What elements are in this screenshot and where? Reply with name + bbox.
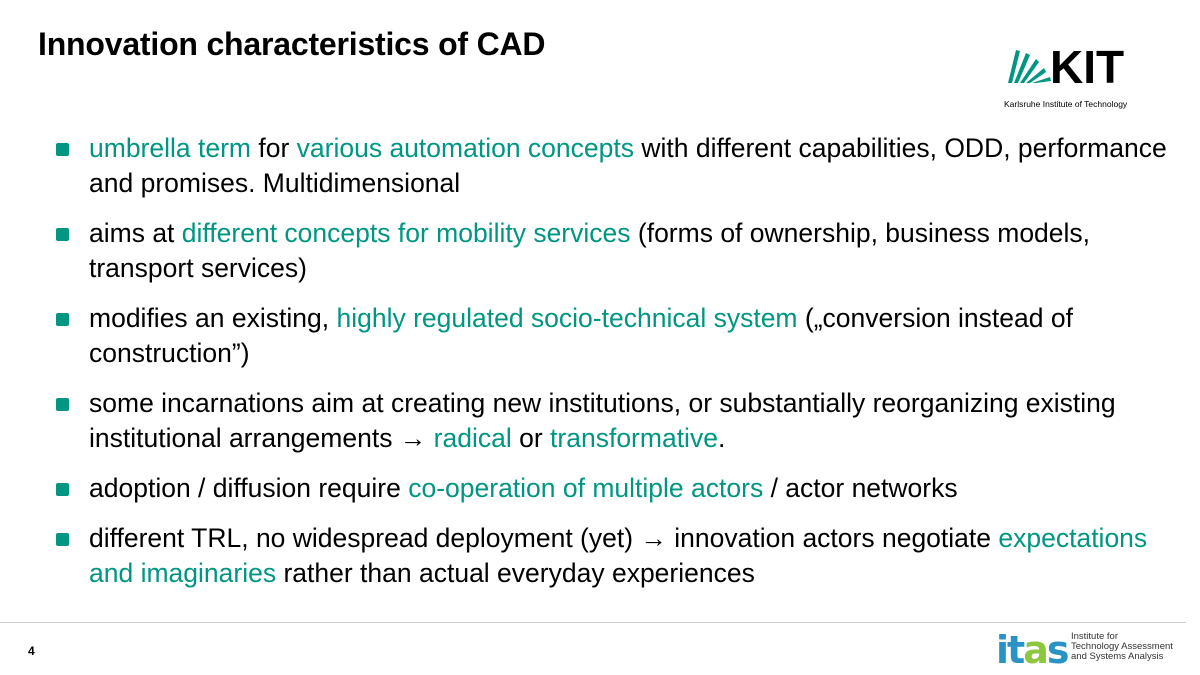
highlighted-text: expectations and imaginaries xyxy=(89,523,1148,588)
highlighted-text: umbrella term xyxy=(89,133,251,163)
bullet-text: or xyxy=(511,423,551,453)
bullet-text: / actor networks xyxy=(763,473,958,503)
highlighted-text: transformative xyxy=(550,423,718,453)
bullet-text: some incarnations aim at creating new institutions, or substantially reorganizing existing institutional arrangements → xyxy=(89,388,1116,453)
bullet-marker-icon xyxy=(56,143,69,156)
bullet-text: with different capabilities, ODD, performance and promises. Multidimensional xyxy=(89,133,1167,198)
highlighted-text: radical xyxy=(433,423,512,453)
bullet-marker-icon xyxy=(56,398,69,411)
bullet-text: for xyxy=(251,133,297,163)
bullet-marker-icon xyxy=(56,483,69,496)
bullet-marker-icon xyxy=(56,228,69,241)
bullet-text: („conversion instead of construction”) xyxy=(89,303,1073,368)
bullet-item xyxy=(54,131,1174,201)
bullet-item xyxy=(54,216,1174,286)
bullet-text: different TRL, no widespread deployment (yet) → innovation actors negotiate xyxy=(89,523,999,553)
bullet-item xyxy=(54,386,1174,456)
itas-logo xyxy=(996,630,1186,670)
bullet-text: adoption / diffusion require xyxy=(89,473,409,503)
bullet-marker-icon xyxy=(56,533,69,546)
bullet-text: aims at xyxy=(89,218,182,248)
bullet-text: (forms of ownership, business models, transport services) xyxy=(89,218,1091,283)
bullet-item xyxy=(54,521,1174,591)
kit-logo-graphic xyxy=(1004,42,1154,98)
itas-wordmark: itas xyxy=(996,628,1068,672)
bullet-item xyxy=(54,471,1174,506)
highlighted-text: co-operation of multiple actors xyxy=(408,473,764,503)
highlighted-text: highly regulated socio-technical system xyxy=(336,303,798,333)
highlighted-text: various automation concepts xyxy=(296,133,634,163)
kit-wordmark: KIT xyxy=(1050,42,1125,93)
bullet-marker-icon xyxy=(56,313,69,326)
bullet-text: rather than actual everyday experiences xyxy=(276,558,755,588)
bullet-text: modifies an existing, xyxy=(89,303,337,333)
bullet-item xyxy=(54,301,1174,371)
kit-logo xyxy=(1004,42,1154,110)
bullet-list xyxy=(54,131,1174,606)
bullet-text: . xyxy=(717,423,726,453)
slide-title: Innovation characteristics of CAD xyxy=(38,26,546,62)
kit-subtitle: Karlsruhe Institute of Technology xyxy=(1004,99,1128,109)
itas-description: Institute for Technology Assessment and Systems Analysis xyxy=(1071,631,1173,662)
highlighted-text: different concepts for mobility services xyxy=(181,218,631,248)
page-number: 4 xyxy=(28,644,35,658)
footer-divider xyxy=(0,622,1186,623)
